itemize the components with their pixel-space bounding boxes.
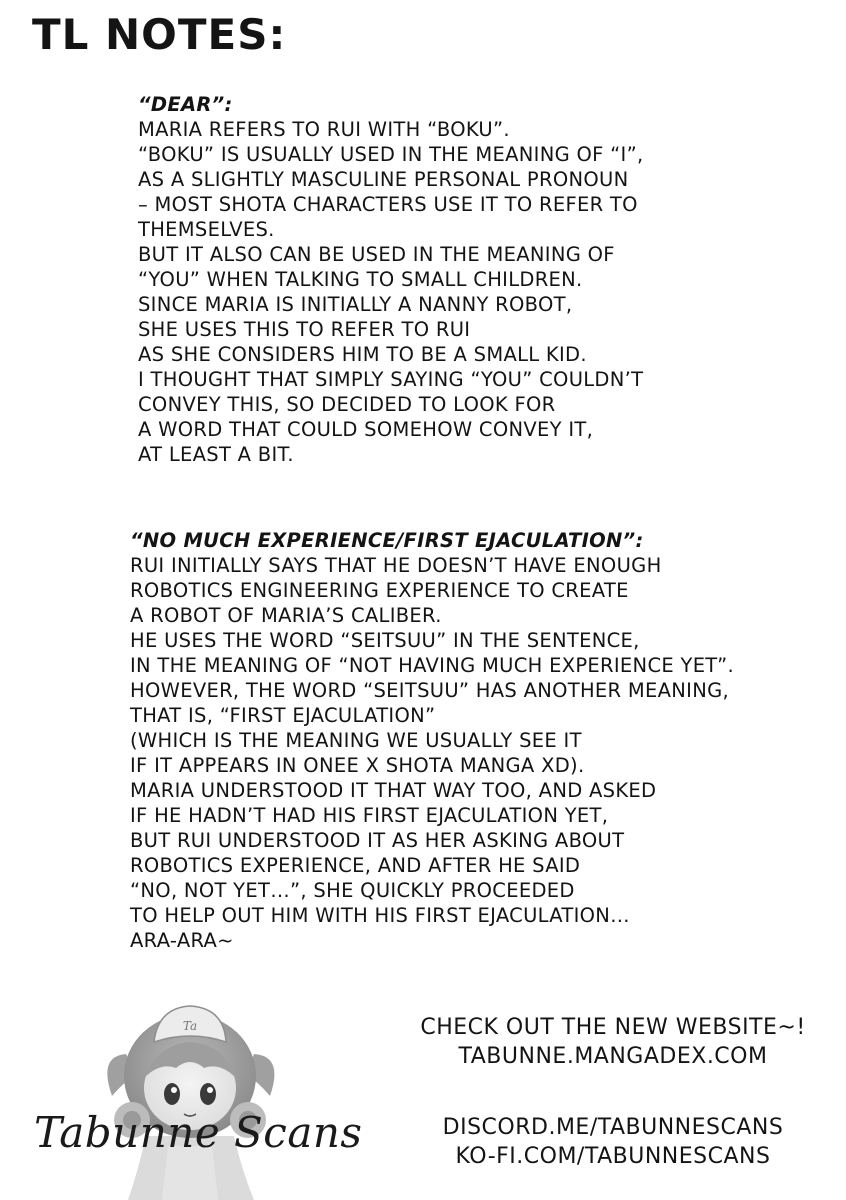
note-line: – MOST SHOTA CHARACTERS USE IT TO REFER TO bbox=[138, 193, 638, 216]
mascot-icon bbox=[28, 996, 368, 1200]
note-line: HE USES THE WORD “SEITSUU” IN THE SENTENCE, bbox=[130, 629, 640, 652]
note-line: THEMSELVES. bbox=[138, 218, 275, 241]
note-line: ROBOTICS EXPERIENCE, AND AFTER HE SAID bbox=[130, 854, 581, 877]
note-line: TO HELP OUT HIM WITH HIS FIRST EJACULATION… bbox=[130, 904, 630, 927]
note-heading: “NO MUCH EXPERIENCE/FIRST EJACULATION”: bbox=[130, 529, 644, 552]
note-line: ROBOTICS ENGINEERING EXPERIENCE TO CREATE bbox=[130, 579, 629, 602]
kofi-link[interactable]: KO-FI.COM/TABUNNESCANS bbox=[455, 1144, 771, 1169]
note-first-ejaculation bbox=[130, 528, 734, 953]
website-promo bbox=[388, 1013, 838, 1071]
note-line: (WHICH IS THE MEANING WE USUALLY SEE IT bbox=[130, 729, 582, 752]
note-line: A ROBOT OF MARIA’S CALIBER. bbox=[130, 604, 442, 627]
note-line: AS SHE CONSIDERS HIM TO BE A SMALL KID. bbox=[138, 343, 587, 366]
page-title: TL NOTES: bbox=[32, 10, 287, 59]
note-line: THAT IS, “FIRST EJACULATION” bbox=[130, 704, 436, 727]
note-heading: “DEAR”: bbox=[138, 93, 233, 116]
tabunne-scans-logo bbox=[28, 996, 368, 1200]
note-line: IF IT APPEARS IN ONEE X SHOTA MANGA XD). bbox=[130, 754, 585, 777]
website-line: CHECK OUT THE NEW WEBSITE~! bbox=[420, 1015, 806, 1040]
note-line: IF HE HADN’T HAD HIS FIRST EJACULATION YET, bbox=[130, 804, 609, 827]
social-links bbox=[400, 1113, 826, 1171]
note-line: IN THE MEANING OF “NOT HAVING MUCH EXPERIENCE YET”. bbox=[130, 654, 734, 677]
note-line: “YOU” WHEN TALKING TO SMALL CHILDREN. bbox=[138, 268, 583, 291]
discord-link[interactable]: DISCORD.ME/TABUNNESCANS bbox=[442, 1115, 784, 1140]
note-line: BUT IT ALSO CAN BE USED IN THE MEANING OF bbox=[138, 243, 615, 266]
hat-mark: Ta bbox=[182, 1019, 198, 1033]
note-line: BUT RUI UNDERSTOOD IT AS HER ASKING ABOUT bbox=[130, 829, 625, 852]
note-line: “NO, NOT YET…”, SHE QUICKLY PROCEEDED bbox=[130, 879, 575, 902]
note-line: HOWEVER, THE WORD “SEITSUU” HAS ANOTHER MEANING, bbox=[130, 679, 730, 702]
note-line: SINCE MARIA IS INITIALLY A NANNY ROBOT, bbox=[138, 293, 573, 316]
note-line: RUI INITIALLY SAYS THAT HE DOESN’T HAVE ENOUGH bbox=[130, 554, 662, 577]
note-line: “BOKU” IS USUALLY USED IN THE MEANING OF “I”, bbox=[138, 143, 644, 166]
note-line: MARIA UNDERSTOOD IT THAT WAY TOO, AND ASKED bbox=[130, 779, 657, 802]
note-line: I THOUGHT THAT SIMPLY SAYING “YOU” COULDN’T bbox=[138, 368, 644, 391]
note-line: AS A SLIGHTLY MASCULINE PERSONAL PRONOUN bbox=[138, 168, 629, 191]
note-line: SHE USES THIS TO REFER TO RUI bbox=[138, 318, 471, 341]
note-line: MARIA REFERS TO RUI WITH “BOKU”. bbox=[138, 118, 510, 141]
website-link[interactable]: TABUNNE.MANGADEX.COM bbox=[458, 1044, 768, 1069]
note-line: CONVEY THIS, SO DECIDED TO LOOK FOR bbox=[138, 393, 556, 416]
logo-text: Tabunne Scans bbox=[34, 1108, 363, 1157]
note-dear bbox=[138, 92, 644, 467]
note-line: AT LEAST A BIT. bbox=[138, 443, 294, 466]
note-line: A WORD THAT COULD SOMEHOW CONVEY IT, bbox=[138, 418, 594, 441]
note-line: ARA-ARA~ bbox=[130, 929, 234, 952]
